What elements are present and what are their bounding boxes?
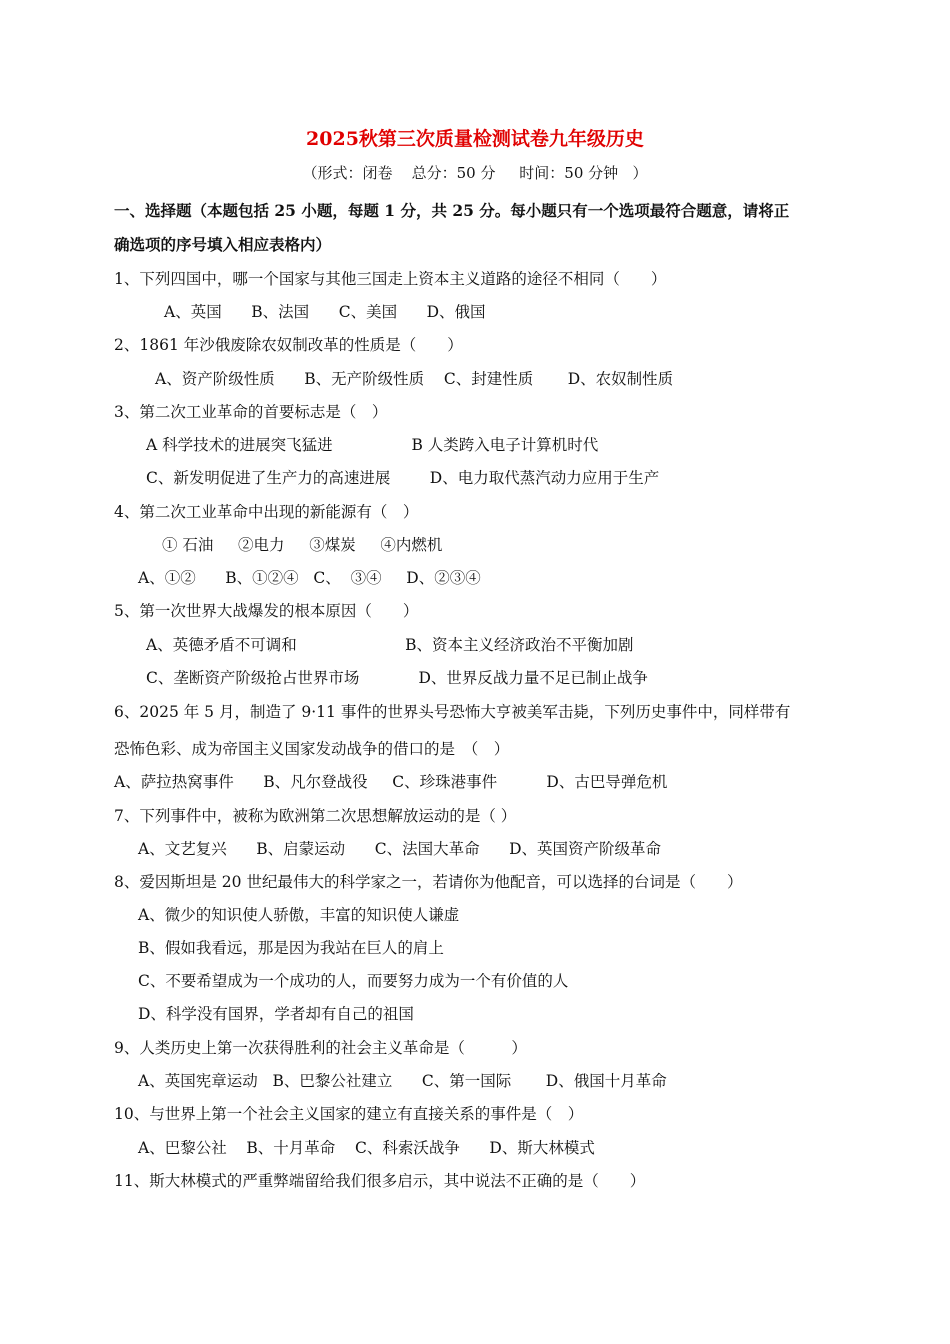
- question-2-options: A、资产阶级性质 B、无产阶级性质 C、封建性质 D、农奴制性质: [155, 370, 674, 388]
- question-8-option-d: D、科学没有国界，学者却有自己的祖国: [138, 1005, 414, 1023]
- question-6-stem: 6、2025 年 5 月，制造了 9·11 事件的世界头号恐怖大亨被美军击毙，下列历史事件中，同样带有: [114, 703, 791, 721]
- question-10-stem: 10、与世界上第一个社会主义国家的建立有直接关系的事件是（ ）: [114, 1105, 584, 1123]
- exam-info: （形式：闭卷 总分：50 分 时间：50 分钟 ）: [302, 164, 648, 182]
- question-8-stem: 8、爱因斯坦是 20 世纪最伟大的科学家之一，若请你为他配音，可以选择的台词是（ ）: [114, 873, 743, 891]
- question-6-stem-continued: 恐怖色彩、成为帝国主义国家发动战争的借口的是 （ ）: [114, 740, 510, 758]
- question-3-option-cd: C、新发明促进了生产力的高速进展 D、电力取代蒸汽动力应用于生产: [146, 469, 660, 487]
- question-9-options: A、英国宪章运动 B、巴黎公社建立 C、第一国际 D、俄国十月革命: [138, 1072, 667, 1090]
- section-heading-line2: 确选项的序号填入相应表格内）: [114, 235, 332, 254]
- question-5-stem: 5、第一次世界大战爆发的根本原因（ ）: [114, 602, 419, 620]
- question-7-options: A、文艺复兴 B、启蒙运动 C、法国大革命 D、英国资产阶级革命: [138, 840, 662, 858]
- question-4-stem: 4、第二次工业革命中出现的新能源有（ ）: [114, 503, 419, 521]
- question-1-stem: 1、下列四国中，哪一个国家与其他三国走上资本主义道路的途径不相同（ ）: [114, 270, 667, 288]
- question-3-option-ab: A 科学技术的进展突飞猛进 B 人类跨入电子计算机时代: [146, 436, 599, 454]
- question-8-option-a: A、微少的知识使人骄傲，丰富的知识使人谦虚: [138, 906, 460, 924]
- question-9-stem: 9、人类历史上第一次获得胜利的社会主义革命是（ ）: [114, 1039, 527, 1057]
- question-5-option-ab: A、英德矛盾不可调和 B、资本主义经济政治不平衡加剧: [146, 636, 634, 654]
- question-11-stem: 11、斯大林模式的严重弊端留给我们很多启示，其中说法不正确的是（ ）: [114, 1172, 646, 1190]
- question-3-stem: 3、第二次工业革命的首要标志是（ ）: [114, 403, 388, 421]
- question-7-stem: 7、下列事件中，被称为欧洲第二次思想解放运动的是（ ）: [114, 807, 517, 825]
- question-4-options: A、①② B、①②④ C、 ③④ D、②③④: [138, 569, 481, 587]
- section-heading-line1: 一、选择题（本题包括 25 小题，每题 1 分，共 25 分。每小题只有一个选项最符合题意，请将正: [114, 201, 790, 220]
- question-2-stem: 2、1861 年沙俄废除农奴制改革的性质是（ ）: [114, 336, 463, 354]
- question-6-options: A、萨拉热窝事件 B、凡尔登战役 C、珍珠港事件 D、古巴导弹危机: [114, 773, 668, 791]
- question-4-items: ① 石油 ②电力 ③煤炭 ④内燃机: [162, 536, 443, 554]
- question-8-option-b: B、假如我看远，那是因为我站在巨人的肩上: [138, 939, 444, 957]
- question-10-options: A、巴黎公社 B、十月革命 C、科索沃战争 D、斯大林模式: [138, 1139, 595, 1157]
- page-title: 2025秋第三次质量检测试卷九年级历史: [306, 128, 644, 150]
- question-5-option-cd: C、垄断资产阶级抢占世界市场 D、世界反战力量不足已制止战争: [146, 669, 648, 687]
- question-8-option-c: C、不要希望成为一个成功的人，而要努力成为一个有价值的人: [138, 972, 569, 990]
- question-1-options: A、英国 B、法国 C、美国 D、俄国: [164, 303, 486, 321]
